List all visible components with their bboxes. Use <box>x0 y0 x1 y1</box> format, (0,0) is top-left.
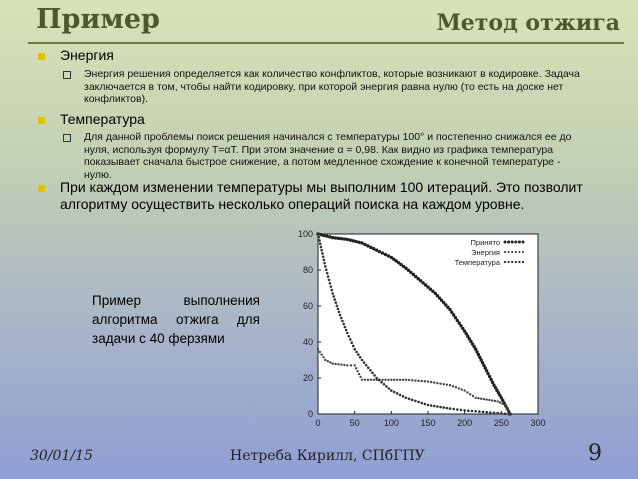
series-point <box>340 317 343 320</box>
bullet-energy: Энергия <box>60 47 114 63</box>
series-point <box>480 398 482 400</box>
x-tick-label: 100 <box>383 418 399 428</box>
series-point <box>446 407 449 410</box>
series-point <box>455 386 457 388</box>
slide-title: Пример <box>36 4 160 35</box>
series-point <box>340 237 343 240</box>
series-point <box>485 398 487 400</box>
footer-date: 30/01/15 <box>30 448 93 464</box>
series-point <box>474 410 477 413</box>
series-point <box>496 400 498 402</box>
series-point <box>335 301 338 304</box>
series-point <box>506 407 508 409</box>
series-point <box>371 372 374 375</box>
series-point <box>369 246 372 249</box>
series-point <box>329 282 332 285</box>
series-point <box>334 363 336 365</box>
series-point <box>325 234 328 237</box>
series-point <box>339 314 342 317</box>
legend-swatch <box>515 261 517 263</box>
series-point <box>319 351 321 353</box>
series-point <box>430 404 433 407</box>
x-tick-label: 150 <box>420 418 436 428</box>
series-point <box>496 412 499 415</box>
series-point <box>352 345 355 348</box>
series-point <box>327 360 329 362</box>
series-point <box>366 244 369 247</box>
series-point <box>489 378 492 381</box>
series-point <box>336 304 339 307</box>
series-point <box>393 391 396 394</box>
series-point <box>332 295 335 298</box>
series-point <box>356 370 358 372</box>
y-tick-label: 0 <box>307 409 313 419</box>
y-tick-label: 100 <box>297 229 313 239</box>
series-point <box>449 384 451 386</box>
series-point <box>367 366 370 369</box>
series-point <box>469 393 471 395</box>
series-point <box>354 240 357 243</box>
series-point <box>482 411 485 414</box>
series-point <box>387 379 389 381</box>
series-point <box>319 242 322 245</box>
series-point <box>342 323 345 326</box>
series-point <box>427 380 429 382</box>
series-point <box>504 404 506 406</box>
series-point <box>367 379 369 381</box>
series-point <box>337 237 340 240</box>
series-point <box>321 252 324 255</box>
legend-swatch <box>514 240 517 243</box>
series-point <box>318 239 321 242</box>
series-point <box>384 253 387 256</box>
series-point <box>420 402 423 405</box>
series-point <box>346 332 349 335</box>
legend-swatch <box>507 261 509 263</box>
series-point <box>320 249 323 252</box>
legend-swatch <box>515 251 517 253</box>
x-tick-label: 250 <box>493 418 509 428</box>
legend-swatch <box>508 251 510 253</box>
series-point <box>466 391 468 393</box>
series-point <box>363 361 366 364</box>
series-point <box>483 398 485 400</box>
series-point <box>424 403 427 406</box>
series-point <box>320 353 322 355</box>
series-point <box>353 364 355 366</box>
series-point <box>344 326 347 329</box>
series-point <box>348 335 351 338</box>
series-point <box>346 238 349 241</box>
series-point <box>411 399 414 402</box>
series-point <box>338 311 341 314</box>
series-point <box>384 379 386 381</box>
series-point <box>501 403 503 405</box>
series-point <box>488 375 491 378</box>
series-point <box>324 265 327 268</box>
series-point <box>494 400 496 402</box>
series-point <box>387 254 390 257</box>
series-point <box>375 249 378 252</box>
series-point <box>346 364 348 366</box>
series-point <box>355 367 357 369</box>
series-point <box>357 241 360 244</box>
series-point <box>381 251 384 254</box>
series-point <box>414 400 417 403</box>
legend-label: Энергия <box>471 248 500 257</box>
series-point <box>365 364 368 367</box>
series-point <box>408 379 410 381</box>
series-point <box>499 401 501 403</box>
series-point <box>323 259 326 262</box>
series-point <box>320 246 323 249</box>
series-point <box>317 236 320 239</box>
series-point <box>411 379 413 381</box>
series-point <box>449 407 452 410</box>
series-point <box>396 379 398 381</box>
legend-swatch <box>522 261 524 263</box>
series-point <box>436 382 438 384</box>
series-point <box>417 401 420 404</box>
temperature-description: Для данной проблемы поиск решения начинался с температуры 100° и постепенно снижался ее до нуля, используя формулу T=αT. При этом значение α = 0,98. Как видно из графика температура показывает сначала быстрое снижение, а потом медленное схождение к конечной температуре - нулю. <box>84 131 572 181</box>
series-point <box>343 364 345 366</box>
series-point <box>345 329 348 332</box>
series-point <box>463 389 465 391</box>
series-point <box>474 397 476 399</box>
series-point <box>433 381 435 383</box>
bullet-iterations: При каждом изменении температуры мы выполним 100 итераций. Это позволит алгоритму осуществить несколько операций поиска на каждом уровне. <box>60 179 583 212</box>
series-point <box>393 379 395 381</box>
series-point <box>402 379 404 381</box>
series-point <box>364 379 366 381</box>
series-point <box>378 250 381 253</box>
series-point <box>322 356 324 358</box>
legend-swatch <box>521 240 524 243</box>
series-point <box>325 268 328 271</box>
series-point <box>460 409 463 412</box>
x-tick-label: 0 <box>315 418 321 428</box>
series-point <box>361 379 363 381</box>
series-point <box>378 379 381 382</box>
annealing-chart <box>290 226 550 436</box>
series-point <box>388 387 391 390</box>
series-point <box>355 351 358 354</box>
series-point <box>383 383 386 386</box>
series-point <box>405 397 408 400</box>
footer-author: Нетреба Кирилл, СПбГПУ <box>230 448 425 464</box>
slide-subtitle: Метод отжига <box>436 10 620 36</box>
series-point <box>317 233 320 236</box>
series-point <box>322 234 325 237</box>
series-point <box>478 410 481 413</box>
series-point <box>439 406 442 409</box>
series-point <box>402 395 405 398</box>
series-point <box>370 379 372 381</box>
series-point <box>369 369 372 372</box>
series-point <box>343 237 346 240</box>
bullet-marker <box>38 185 45 192</box>
series-point <box>363 243 366 246</box>
y-tick-label: 20 <box>302 373 313 383</box>
legend-swatch <box>522 251 524 253</box>
series-point <box>408 398 411 401</box>
sub-bullet-marker <box>63 134 71 142</box>
series-point <box>472 395 474 397</box>
series-point <box>340 363 342 365</box>
bullet-marker <box>38 53 45 60</box>
series-point <box>493 412 496 415</box>
page-number: 9 <box>588 441 602 466</box>
series-point <box>331 292 334 295</box>
series-point <box>324 359 326 361</box>
series-point <box>390 379 392 381</box>
y-tick-label: 40 <box>302 337 313 347</box>
title-divider <box>28 42 624 44</box>
series-point <box>331 362 333 364</box>
series-point <box>372 247 375 250</box>
legend-swatch <box>518 240 521 243</box>
series-point <box>485 411 488 414</box>
series-point <box>361 359 364 362</box>
series-point <box>396 392 399 395</box>
series-point <box>353 348 356 351</box>
series-point <box>390 389 393 392</box>
series-point <box>349 338 352 341</box>
series-point <box>326 272 329 275</box>
series-point <box>352 239 355 242</box>
series-point <box>331 236 334 239</box>
series-point <box>341 320 344 323</box>
series-point <box>359 376 361 378</box>
series-point <box>380 381 383 384</box>
series-point <box>430 381 432 383</box>
legend-swatch <box>504 251 506 253</box>
series-point <box>461 388 463 390</box>
series-point <box>334 236 337 239</box>
series-point <box>385 385 388 388</box>
series-point <box>417 380 419 382</box>
series-point <box>491 399 493 401</box>
series-point <box>399 394 402 397</box>
series-point <box>350 341 353 344</box>
y-tick-label: 60 <box>302 301 313 311</box>
series-point <box>360 241 363 244</box>
series-point <box>317 348 319 350</box>
series-point <box>463 409 466 412</box>
series-point <box>491 381 494 384</box>
series-point <box>485 369 488 372</box>
series-point <box>329 361 331 363</box>
series-point <box>439 382 441 384</box>
series-point <box>399 379 401 381</box>
bullet-temperature: Температура <box>60 111 145 127</box>
series-point <box>349 238 352 241</box>
series-point <box>319 233 322 236</box>
series-point <box>486 372 489 375</box>
x-tick-label: 300 <box>530 418 546 428</box>
series-point <box>373 374 376 377</box>
x-tick-label: 200 <box>457 418 473 428</box>
series-point <box>328 235 331 238</box>
legend-swatch <box>511 251 513 253</box>
y-tick-label: 80 <box>302 265 313 275</box>
legend-swatch <box>511 240 514 243</box>
series-point <box>488 399 490 401</box>
series-point <box>350 364 352 366</box>
legend-swatch <box>518 261 520 263</box>
series-point <box>467 409 470 412</box>
series-point <box>424 380 426 382</box>
series-point <box>333 298 336 301</box>
series-point <box>477 397 479 399</box>
series-point <box>442 406 445 409</box>
series-point <box>471 410 474 413</box>
series-point <box>337 308 340 311</box>
legend-swatch <box>507 240 510 243</box>
series-point <box>507 413 510 416</box>
series-point <box>358 373 360 375</box>
legend-swatch <box>511 261 513 263</box>
series-point <box>375 377 378 380</box>
energy-description: Энергия решения определяется как количество конфликтов, которые возникают в кодировке. Задача заключается в том, чтобы найти кодировку, при которой энергия равна нулю (то есть на доске нет конфликтов). <box>84 68 580 105</box>
series-point <box>414 379 416 381</box>
series-point <box>507 410 509 412</box>
series-point <box>322 255 325 258</box>
sub-bullet-marker <box>63 71 71 79</box>
series-point <box>373 379 375 381</box>
series-point <box>489 411 492 414</box>
series-point <box>359 356 362 359</box>
series-point <box>456 408 459 411</box>
legend-swatch <box>518 251 520 253</box>
series-point <box>421 380 423 382</box>
series-point <box>337 363 339 365</box>
series-point <box>427 404 430 407</box>
legend-label: Температура <box>454 258 500 267</box>
series-point <box>452 385 454 387</box>
legend-swatch <box>503 240 506 243</box>
chart-caption: Пример выполнения алгоритма отжига для задачи с 40 ферзями <box>92 293 260 346</box>
series-point <box>327 275 330 278</box>
legend-swatch <box>504 261 506 263</box>
series-point <box>504 412 507 415</box>
series-point <box>330 289 333 292</box>
series-point <box>446 383 448 385</box>
series-point <box>328 279 331 282</box>
x-tick-label: 50 <box>349 418 360 428</box>
series-point <box>405 379 407 381</box>
series-point <box>458 387 460 389</box>
series-point <box>357 353 360 356</box>
series-point <box>500 412 503 415</box>
series-point <box>433 405 436 408</box>
series-point <box>452 408 455 411</box>
series-point <box>330 285 333 288</box>
series-point <box>323 262 326 265</box>
legend-label: Принято <box>470 238 500 247</box>
series-point <box>381 379 383 381</box>
bullet-marker <box>38 117 45 124</box>
series-point <box>436 405 439 408</box>
series-point <box>443 383 445 385</box>
